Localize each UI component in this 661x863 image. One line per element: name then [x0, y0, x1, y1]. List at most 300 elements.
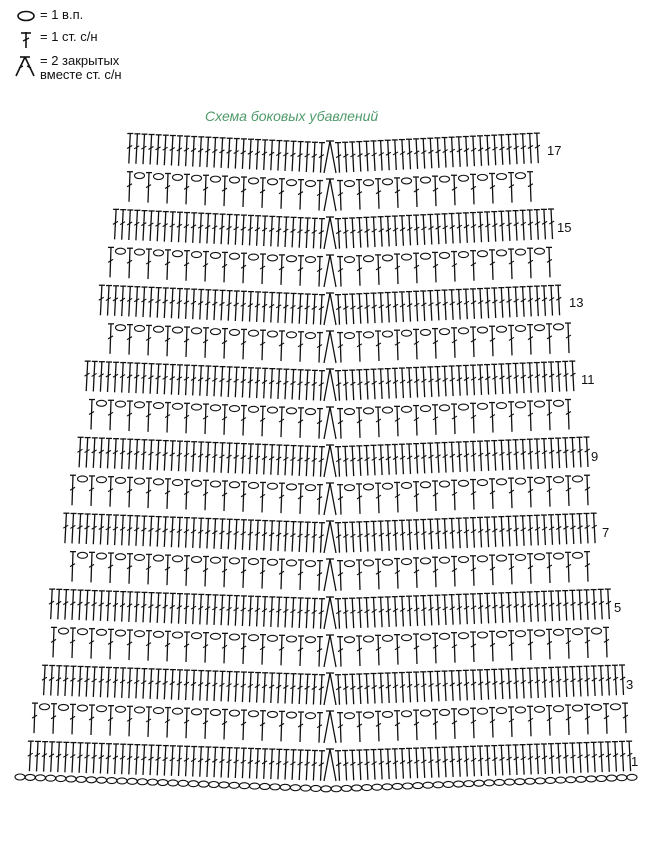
- chain-stitch: [535, 477, 545, 483]
- chain-stitch: [178, 780, 188, 786]
- chain-stitch: [515, 779, 525, 785]
- dc-stitch: [271, 140, 273, 170]
- dc-stitch: [508, 440, 510, 470]
- chain-stitch: [78, 705, 88, 711]
- dc-stitch: [148, 707, 149, 737]
- dc-stitch: [537, 592, 539, 622]
- dc-stitch: [164, 135, 166, 165]
- dc-stitch: [551, 362, 553, 392]
- dc-stitch: [402, 216, 404, 246]
- dc-stitch: [523, 363, 525, 393]
- dc-stitch: [143, 440, 145, 470]
- dc-stitch: [473, 632, 474, 662]
- chain-stitch: [554, 324, 564, 330]
- dc-stitch: [93, 361, 95, 391]
- dc-stitch: [285, 141, 287, 171]
- dc-stitch: [416, 291, 418, 321]
- dc-stitch: [494, 746, 496, 776]
- dc-stitch: [395, 521, 397, 551]
- dc2tog-leg: [330, 635, 336, 667]
- dc-stitch: [86, 743, 88, 773]
- dc-stitch: [530, 630, 531, 660]
- chain-stitch: [478, 174, 488, 180]
- dc-stitch: [338, 219, 340, 249]
- dc-stitch: [416, 482, 417, 512]
- dc-stitch: [338, 447, 340, 477]
- dc-stitch: [51, 589, 53, 619]
- dc-stitch: [200, 747, 202, 777]
- chain-stitch: [135, 173, 145, 179]
- dc-stitch: [511, 554, 512, 584]
- chain-stitch: [97, 477, 107, 483]
- dc-stitch: [530, 133, 532, 163]
- dc-stitch: [516, 134, 518, 164]
- dc-stitch: [205, 556, 206, 586]
- dc-stitch: [625, 703, 626, 733]
- dc-stitch: [416, 520, 418, 550]
- dc-stitch: [34, 703, 35, 733]
- dc-stitch: [587, 552, 588, 582]
- dc-stitch: [579, 437, 581, 467]
- dc-stitch: [352, 674, 354, 704]
- dc-stitch: [250, 672, 252, 702]
- dc-stitch: [374, 674, 376, 704]
- dc-stitch: [271, 521, 273, 551]
- dc-stitch: [278, 521, 280, 551]
- chain-stitch: [576, 776, 586, 782]
- dc-stitch: [558, 285, 560, 315]
- dc-stitch: [359, 712, 360, 742]
- dc-stitch: [148, 249, 149, 279]
- dc-stitch: [321, 295, 323, 325]
- chain-stitch: [478, 251, 488, 257]
- dc-stitch: [72, 513, 74, 543]
- chain-stitch: [173, 556, 183, 562]
- dc-stitch: [205, 633, 206, 663]
- dc-stitch: [157, 364, 159, 394]
- chain-stitch: [116, 630, 126, 636]
- dc-stitch: [594, 590, 596, 620]
- dc-stitch: [281, 407, 282, 437]
- dc-stitch: [228, 748, 230, 778]
- dc-stitch: [93, 514, 95, 544]
- chain-stitch: [345, 409, 355, 415]
- dc-stitch: [150, 287, 152, 317]
- dc-stitch: [606, 627, 607, 657]
- dc-stitch: [313, 522, 315, 552]
- chain-stitch: [158, 780, 168, 786]
- dc-stitch: [402, 292, 404, 322]
- dc-stitch: [150, 211, 152, 241]
- dc-stitch: [511, 249, 512, 279]
- dc-stitch: [136, 363, 138, 393]
- dc-stitch: [207, 366, 209, 396]
- chain-stitch: [383, 331, 393, 337]
- dc-stitch: [186, 670, 188, 700]
- chain-stitch: [211, 176, 221, 182]
- dc-stitch: [416, 329, 417, 359]
- dc-stitch: [494, 441, 496, 471]
- dc-stitch: [423, 748, 425, 778]
- dc-stitch: [319, 713, 320, 743]
- dc-stitch: [352, 522, 354, 552]
- dc-stitch: [492, 173, 493, 203]
- dc-stitch: [366, 293, 368, 323]
- dc-stitch: [530, 401, 531, 431]
- dc-stitch: [278, 293, 280, 323]
- chain-stitch: [556, 777, 566, 783]
- dc-stitch: [91, 552, 92, 582]
- dc-stitch: [516, 211, 518, 241]
- dc-stitch: [122, 592, 124, 622]
- dc-stitch: [224, 176, 225, 206]
- chain-stitch: [287, 180, 297, 186]
- dc-stitch: [100, 438, 102, 468]
- dc-stitch: [278, 597, 280, 627]
- chain-stitch: [554, 553, 564, 559]
- chain-stitch: [260, 783, 270, 789]
- dc-stitch: [345, 370, 347, 400]
- dc-stitch: [572, 743, 574, 773]
- chain-stitch: [478, 327, 488, 333]
- dc-stitch: [186, 213, 188, 243]
- chain-stitch: [382, 784, 392, 790]
- dc2tog-leg: [330, 179, 336, 211]
- dc-stitch: [299, 446, 301, 476]
- dc-stitch: [285, 674, 287, 704]
- dc-stitch: [480, 365, 482, 395]
- dc-stitch: [397, 559, 398, 589]
- chain-stitch: [117, 778, 127, 784]
- dc-stitch: [508, 516, 510, 546]
- dc-stitch: [122, 744, 124, 774]
- dc-stitch: [494, 517, 496, 547]
- dc-stitch: [79, 437, 81, 467]
- chain-stitch: [516, 631, 526, 637]
- dc-stitch: [395, 444, 397, 474]
- dc-stitch: [278, 445, 280, 475]
- dc-stitch: [72, 552, 73, 582]
- dc-stitch: [100, 515, 102, 545]
- dc-stitch: [108, 362, 110, 392]
- chain-stitch: [154, 555, 164, 561]
- dc-stitch: [416, 748, 418, 778]
- dc-stitch: [409, 139, 411, 169]
- chain-stitch: [554, 706, 564, 712]
- chain-stitch: [611, 704, 621, 710]
- dc-stitch: [235, 215, 237, 245]
- row-label-11: 11: [581, 372, 595, 387]
- dc-stitch: [167, 403, 168, 433]
- dc-stitch: [243, 634, 244, 664]
- chain-stitch: [211, 252, 221, 258]
- dc-stitch: [243, 177, 244, 207]
- dc-stitch: [501, 135, 503, 165]
- dc-stitch: [91, 400, 92, 430]
- dc-stitch: [381, 293, 383, 323]
- dc-stitch: [271, 749, 273, 779]
- dc-stitch: [148, 173, 149, 203]
- dc-stitch: [228, 214, 230, 244]
- chain-stitch: [306, 485, 316, 491]
- dc-stitch: [480, 517, 482, 547]
- chain-stitch: [301, 785, 311, 791]
- dc-stitch: [359, 332, 360, 362]
- chain-stitch: [497, 631, 507, 637]
- chain-stitch: [287, 256, 297, 262]
- chain-stitch: [268, 331, 278, 337]
- chain-stitch: [440, 633, 450, 639]
- dc-stitch: [340, 409, 341, 439]
- dc-stitch: [480, 212, 482, 242]
- dc-stitch: [480, 289, 482, 319]
- chain-stitch: [192, 480, 202, 486]
- dc-stitch: [243, 482, 244, 512]
- chain-stitch: [116, 248, 126, 254]
- dc-stitch: [193, 442, 195, 472]
- dc-stitch: [299, 522, 301, 552]
- dc-stitch: [143, 669, 145, 699]
- dc-stitch: [93, 743, 95, 773]
- dc-stitch: [79, 590, 81, 620]
- dc-stitch: [416, 710, 417, 740]
- dc-stitch: [381, 749, 383, 779]
- chain-stitch: [554, 477, 564, 483]
- dc-stitch: [157, 440, 159, 470]
- dc-stitch: [299, 674, 301, 704]
- chain-stitch: [402, 635, 412, 641]
- dc-stitch: [516, 669, 518, 699]
- chain-stitch: [364, 712, 374, 718]
- dc-stitch: [452, 747, 454, 777]
- chain-stitch: [192, 633, 202, 639]
- chain-stitch: [211, 709, 221, 715]
- dc-stitch: [179, 746, 181, 776]
- chain-stitch: [154, 403, 164, 409]
- dc-stitch: [402, 749, 404, 779]
- dc-stitch: [148, 631, 149, 661]
- dc-stitch: [214, 443, 216, 473]
- chain-stitch: [230, 482, 240, 488]
- dc-stitch: [437, 443, 439, 473]
- dc-stitch: [558, 591, 560, 621]
- dc-stitch: [235, 596, 237, 626]
- chain-stitch: [516, 249, 526, 255]
- dc-stitch: [537, 286, 539, 316]
- dc-stitch: [544, 744, 546, 774]
- dc-stitch: [366, 598, 368, 628]
- dc-stitch: [108, 286, 110, 316]
- dc-stitch: [549, 706, 550, 736]
- dc-stitch: [466, 518, 468, 548]
- dc-stitch: [186, 556, 187, 586]
- dc-stitch: [381, 521, 383, 551]
- chain-stitch: [192, 556, 202, 562]
- dc-stitch: [523, 440, 525, 470]
- dc-stitch: [452, 137, 454, 167]
- dc-stitch: [143, 211, 145, 241]
- dc-stitch: [271, 369, 273, 399]
- dc-stitch: [565, 438, 567, 468]
- dc-stitch: [207, 442, 209, 472]
- chain-stitch: [116, 706, 126, 712]
- dc-stitch: [250, 596, 252, 626]
- chain-stitch: [459, 404, 469, 410]
- dc-stitch: [115, 744, 117, 774]
- chain-stitch: [97, 400, 107, 406]
- dc-stitch: [568, 629, 569, 659]
- dc-stitch: [352, 218, 354, 248]
- dc2tog-leg: [330, 711, 336, 743]
- dc-stitch: [86, 438, 88, 468]
- dc-stitch: [530, 554, 531, 584]
- chain-stitch: [617, 775, 627, 781]
- dc-stitch: [508, 211, 510, 241]
- dc-stitch: [338, 523, 340, 553]
- dc-stitch: [257, 596, 259, 626]
- chain-stitch: [211, 329, 221, 335]
- chain-stitch: [211, 405, 221, 411]
- dc-stitch: [487, 365, 489, 395]
- dc-stitch: [459, 213, 461, 243]
- dc-stitch: [292, 522, 294, 552]
- chain-stitch: [383, 179, 393, 185]
- chain-stitch: [516, 707, 526, 713]
- dc-stitch: [508, 287, 510, 317]
- dc-stitch: [79, 743, 81, 773]
- chain-stitch: [554, 400, 564, 406]
- dc-stitch: [122, 515, 124, 545]
- row-label-1: 1: [631, 754, 639, 769]
- chain-stitch: [478, 632, 488, 638]
- dc-stitch: [108, 591, 110, 621]
- dc-stitch: [186, 518, 188, 548]
- chain-stitch: [40, 704, 50, 710]
- dc-stitch: [397, 406, 398, 436]
- dc-stitch: [492, 479, 493, 509]
- dc-stitch: [257, 444, 259, 474]
- dc-stitch: [437, 138, 439, 168]
- chain-stitch: [154, 631, 164, 637]
- dc-stitch: [501, 211, 503, 241]
- dc-stitch: [416, 139, 418, 169]
- dc-stitch: [115, 515, 117, 545]
- dc-stitch: [558, 667, 560, 697]
- chain-stitch: [535, 554, 545, 560]
- chain-stitch: [402, 254, 412, 260]
- dc-stitch: [494, 135, 496, 165]
- chain-stitch: [154, 173, 164, 179]
- dc-stitch: [221, 519, 223, 549]
- dc-stitch: [186, 174, 187, 204]
- dc-stitch: [136, 745, 138, 775]
- dc-stitch: [501, 288, 503, 318]
- dc-stitch: [306, 142, 308, 172]
- dc-stitch: [445, 443, 447, 473]
- dc-stitch: [321, 143, 323, 173]
- dc-stitch: [409, 215, 411, 245]
- chain-stitch: [421, 329, 431, 335]
- dc-stitch: [340, 713, 341, 743]
- dc-stitch: [193, 518, 195, 548]
- dc-stitch: [454, 480, 455, 510]
- dc-stitch: [100, 744, 102, 774]
- row-label-9: 9: [591, 449, 599, 464]
- row-label-15: 15: [557, 220, 572, 235]
- dc-stitch: [321, 675, 323, 705]
- chain-stitch: [268, 483, 278, 489]
- dc-stitch: [435, 633, 436, 663]
- dc-stitch: [508, 135, 510, 165]
- dc-stitch: [143, 134, 145, 164]
- chain-stitch: [192, 328, 202, 334]
- chain-stitch: [97, 777, 107, 783]
- chain-stitch: [78, 476, 88, 482]
- dc-stitch: [100, 591, 102, 621]
- dc-stitch: [228, 138, 230, 168]
- dc-stitch: [122, 668, 124, 698]
- dc-stitch: [242, 596, 244, 626]
- dc-stitch: [228, 519, 230, 549]
- dc-stitch: [264, 749, 266, 779]
- dc-stitch: [278, 369, 280, 399]
- dc-stitch: [473, 708, 474, 738]
- dc-stitch: [608, 666, 610, 696]
- chain-stitch: [116, 401, 126, 407]
- chain-stitch: [229, 782, 239, 788]
- dc-stitch: [381, 217, 383, 247]
- chain-stitch: [249, 254, 259, 260]
- chain-stitch: [306, 333, 316, 339]
- dc-stitch: [530, 210, 532, 240]
- dc-stitch: [388, 749, 390, 779]
- chain-stitch: [573, 629, 583, 635]
- dc-stitch: [313, 674, 315, 704]
- dc-stitch: [568, 705, 569, 735]
- dc-stitch: [378, 559, 379, 589]
- chain-stitch: [443, 781, 453, 787]
- dc-stitch: [167, 631, 168, 661]
- chain-stitch: [249, 559, 259, 565]
- chain-stitch: [219, 782, 229, 788]
- dc-stitch: [300, 180, 301, 210]
- chain-stitch: [137, 779, 147, 785]
- dc2tog-leg: [330, 445, 336, 477]
- dc2tog-leg: [324, 483, 330, 515]
- dc-stitch: [299, 218, 301, 248]
- dc-stitch: [492, 631, 493, 661]
- chain-stitch: [516, 554, 526, 560]
- dc-stitch: [340, 637, 341, 667]
- dc-stitch: [508, 745, 510, 775]
- dc-stitch: [466, 137, 468, 167]
- dc-stitch: [452, 671, 454, 701]
- dc-stitch: [129, 744, 131, 774]
- dc-stitch: [359, 180, 360, 210]
- chain-stitch: [287, 712, 297, 718]
- dc2tog-leg: [324, 711, 330, 743]
- dc-stitch: [242, 367, 244, 397]
- chain-stitch: [421, 177, 431, 183]
- dc-stitch: [530, 325, 531, 355]
- dc-stitch: [551, 438, 553, 468]
- chain-stitch: [403, 783, 413, 789]
- chain-stitch: [497, 250, 507, 256]
- dc-stitch: [397, 178, 398, 208]
- chain-stitch: [383, 559, 393, 565]
- chain-stitch: [154, 479, 164, 485]
- dc-stitch: [300, 408, 301, 438]
